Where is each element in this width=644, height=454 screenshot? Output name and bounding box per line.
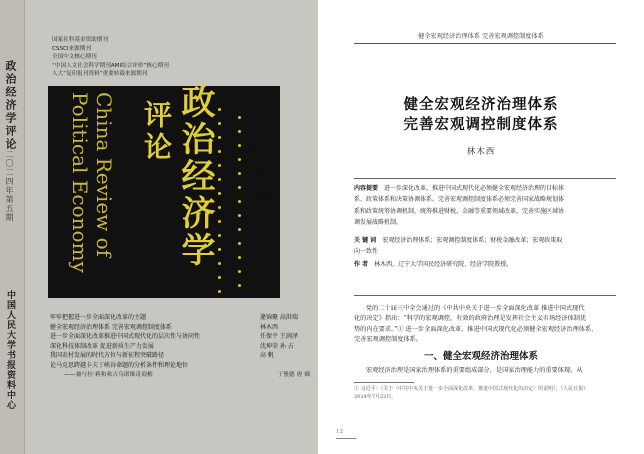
toc-item-title: 牢牢把握进一步全面深化改革的主题 — [50, 314, 147, 321]
toc-item-author: 沈坤荣 孙 占 — [260, 342, 294, 350]
toc-item-author: 逄锦聚 高洪瑞 — [260, 314, 298, 321]
article-page — [318, 0, 644, 454]
cover-header-line: CSSCI来源期刊 — [52, 45, 91, 52]
spine-title: 政治经济学评论 — [4, 60, 17, 151]
cover-header-line: 全国中文核心期刊 — [52, 54, 97, 61]
author-info-label: 作 者 — [354, 261, 369, 268]
cover-title-english: China Review of Political Economy — [68, 92, 116, 273]
toc-item-title: 进一步全面深化改革推进中国式现代化的层次性与协同性 — [50, 333, 201, 341]
spine-publisher: 中国人民大学书报资料中心 — [5, 290, 15, 410]
cover-header-line: “中国人文社会科学期刊AMI综合评价”核心期刊 — [52, 62, 169, 69]
page-number-rule — [336, 438, 356, 439]
toc-item — [50, 342, 310, 352]
body-line: 完善宏观调控制度体系。 — [354, 335, 423, 343]
header-rule — [354, 43, 616, 44]
cover-title-chinese-b: 评论 — [140, 100, 173, 164]
toc-item-subtitle — [50, 371, 310, 381]
body-line: 党的二十届三中全会通过的《中共中央关于进一步全面深化改革 推进中国式现代 — [366, 305, 585, 312]
cover-header-line: 人大“复印报刊资料”重要转载来源期刊 — [52, 71, 148, 78]
body-line: 化的决定》指出：“科学的宏观调控，有效的政府治理是发挥社会主义市场经济体制优 — [354, 315, 587, 323]
toc-item-author: 林木西 — [260, 323, 279, 331]
toc-item-title: 论马克思跨越卡夫丁峡谷命题的分析条件和理论地位 — [50, 361, 189, 369]
footnote-rule — [354, 382, 414, 383]
body-line: 宏观经济治理是国家治理体系的重要组成部分，是国家治理能力的重要体现。从 — [366, 367, 583, 374]
keywords-line — [354, 235, 562, 246]
running-head: 健全宏观经济治理体系 完善宏观调控制度体系 — [418, 33, 544, 40]
toc-item-title: 健全宏观经济治理体系 完善宏观调控制度体系 — [50, 323, 172, 331]
decorative-dots — [218, 108, 222, 304]
toc-item — [50, 351, 310, 361]
footnote-line: ① 习近平：《关于〈中共中央关于进一步全面深化改革、推进中国式现代化的决定〉的说明》，《人民日报》 — [354, 386, 589, 392]
toc-subtitle-author: 丁堡德 唐 娣 — [277, 371, 310, 378]
abstract-line: 系、政策体系和决策协调体系。完善宏观调控制度体系必须完善国家战略规划体 — [354, 196, 565, 204]
spine-issue: 二〇二四年第五期 — [5, 150, 14, 222]
toc-item-author — [260, 361, 310, 371]
author-info-line — [354, 259, 512, 270]
body-paragraph-2 — [354, 366, 616, 376]
abstract-line: 调发展战略机制。 — [354, 219, 403, 227]
body-line: 势的内在要求。”① 进一步全面深化改革、推进中国式现代化必须健全宏观经济治理体系、 — [354, 325, 598, 333]
footnote-line: 2024年7月22日。 — [354, 394, 397, 400]
toc-item — [50, 361, 310, 371]
toc-subtitle-text: ——兼与拉·莉和弗吉乌诺维奇商榷 — [64, 371, 153, 378]
decorative-dots — [238, 116, 242, 298]
abstract-text: 进一步深化改革，推进中国式现代化必须健全宏观经济治理的目标体 — [384, 185, 565, 192]
toc-item — [50, 323, 310, 333]
cover-title-part: 经济学 — [175, 158, 215, 269]
footnote — [354, 385, 616, 401]
toc-item-title: 深化科技体制改革 促进新质生产力发展 — [50, 342, 154, 350]
abstract-line: 系和政策统筹协调机制，统筹推进财税、金融等重要领域改革，完善实施区域协 — [354, 207, 565, 215]
abstract-line — [354, 183, 564, 194]
cover-header — [52, 36, 272, 79]
article-title-line-1: 健全宏观经济治理体系 — [403, 96, 559, 113]
author-info-text: 林木西，辽宁大学国民经济研究院、经济学院教授。 — [374, 261, 513, 268]
section-heading: 一、健全宏观经济治理体系 — [423, 351, 538, 362]
toc-item-author: 高 帆 — [260, 352, 274, 360]
abstract-block — [354, 178, 616, 268]
cover-table-of-contents — [50, 313, 310, 380]
article-author: 林木西 — [466, 147, 496, 157]
cover-title-chinese-a — [176, 84, 214, 304]
abstract-label: 内容提要 — [354, 185, 379, 192]
page-number: 12 — [336, 429, 343, 435]
cover-issue-label: 2024年(第5期) — [251, 94, 269, 216]
cover-header-line: 国家社科基金资助期刊 — [52, 37, 108, 43]
toc-item — [50, 313, 310, 323]
toc-item-title: 我国农村发展的时代方位与新征程突破路径 — [50, 352, 165, 360]
article-title-line-2: 完善宏观调控制度体系 — [403, 116, 559, 133]
toc-item-author: 任保平 王润泽 — [260, 333, 298, 341]
body-paragraph — [354, 304, 616, 345]
cover-title-part: 政治 — [175, 84, 215, 158]
keywords-label: 关 键 词 — [354, 237, 377, 244]
keywords-line: 向一致性 — [354, 248, 379, 256]
cover-spine — [0, 0, 25, 454]
keywords-text: 宏观经济治理体系；宏观调控制度体系；财税金融改革；宏观政策取 — [382, 237, 563, 244]
toc-item — [50, 332, 310, 342]
abstract-bottom-rule — [354, 295, 616, 296]
journal-cover — [0, 0, 318, 454]
